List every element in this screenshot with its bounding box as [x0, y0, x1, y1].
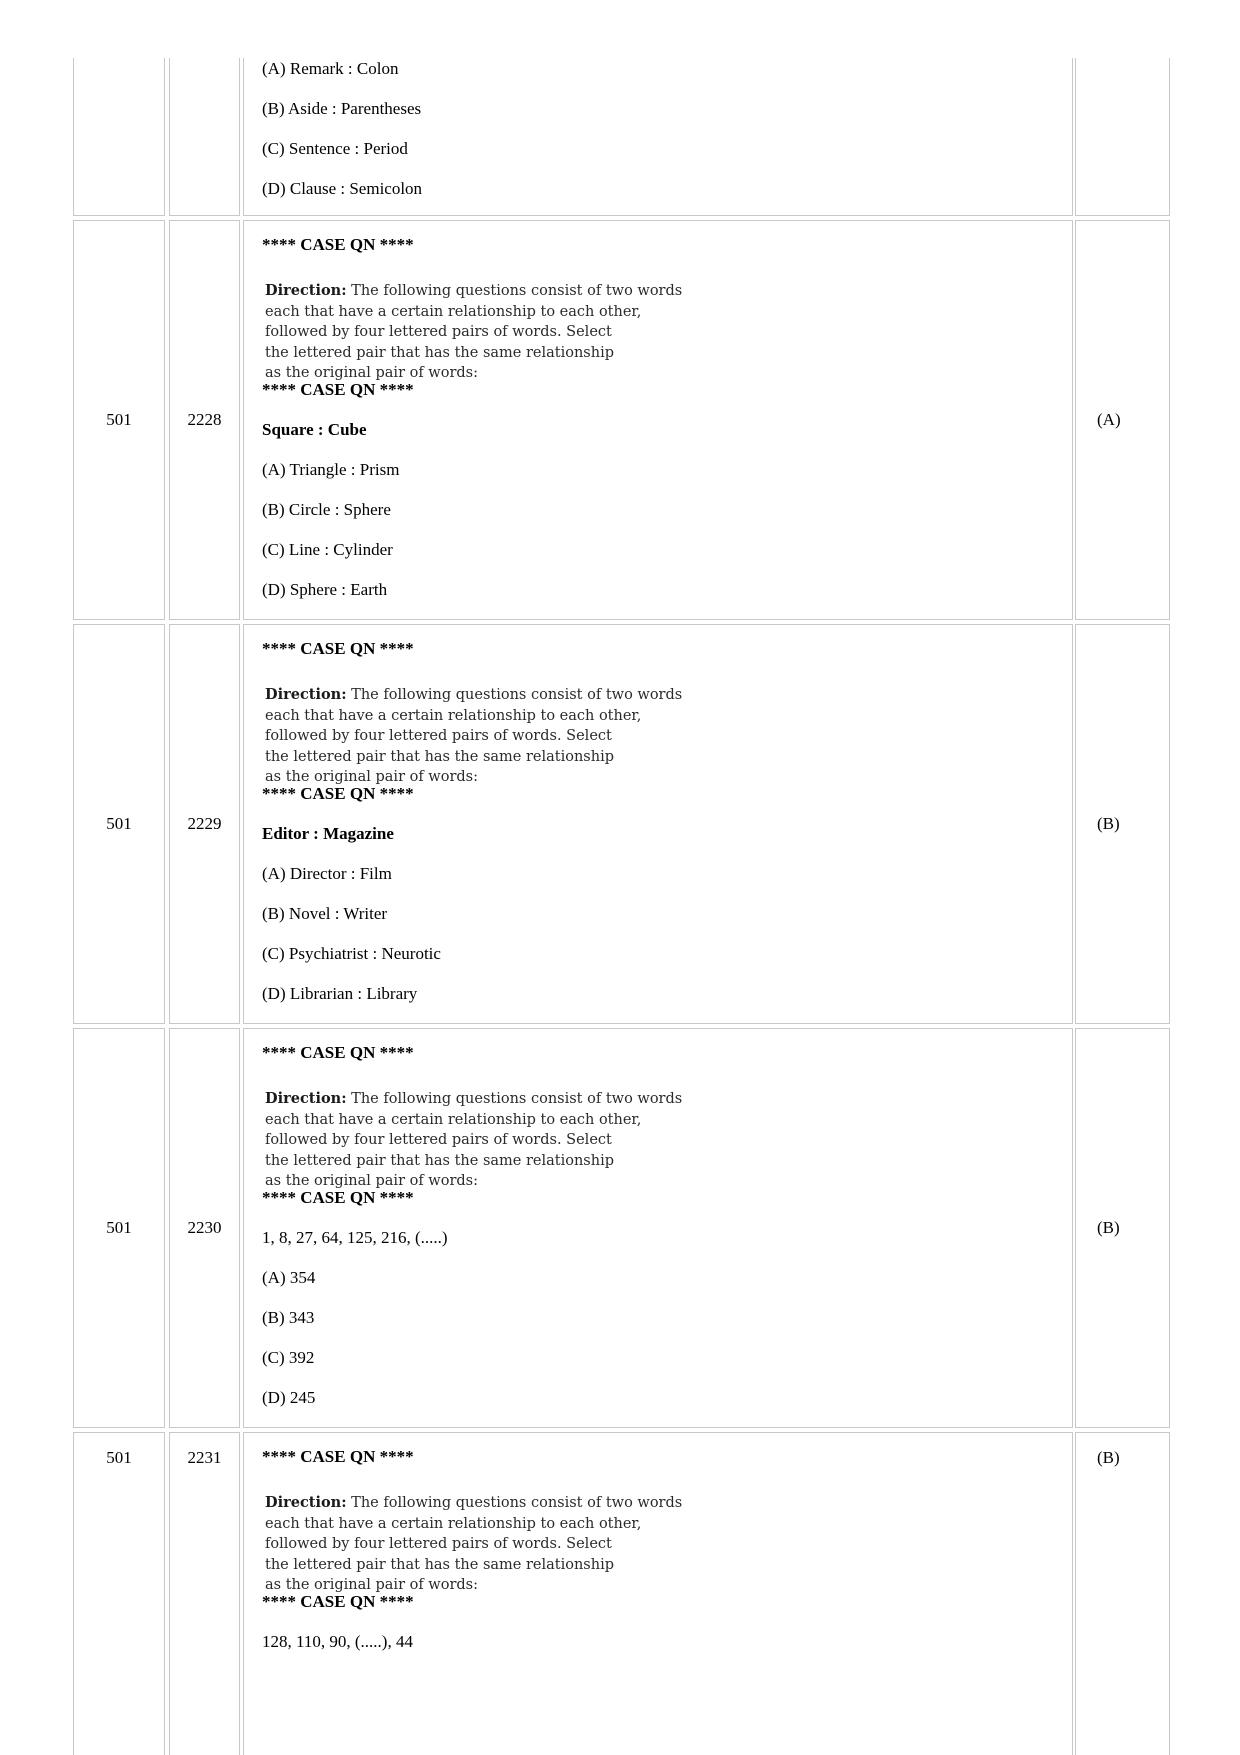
subject-code: 501 — [106, 814, 132, 833]
code-cell — [73, 624, 165, 1024]
option: (A) Remark : Colon — [262, 59, 399, 78]
option: (B) Circle : Sphere — [262, 499, 391, 519]
option: (C) Sentence : Period — [262, 139, 408, 158]
question-id: 2230 — [187, 1218, 222, 1237]
question-cell — [243, 1432, 1073, 1755]
question-cell — [243, 624, 1073, 1024]
case-marker: **** CASE QN **** — [262, 235, 414, 254]
direction-text: Direction: The following questions consist of two words each that have a certain relationship to each other, followed by four lettered pairs of words. Select the lettered pair that has the same relationship as the original pair of words: — [265, 686, 683, 785]
case-marker: **** CASE QN **** — [262, 1043, 414, 1062]
answer: (B) — [1097, 1448, 1120, 1467]
option: (D) 245 — [262, 1387, 316, 1407]
code-cell — [73, 220, 165, 620]
table-row — [73, 220, 1173, 620]
subject-code: 501 — [106, 1218, 132, 1237]
direction-label: Direction: — [265, 686, 347, 703]
question-stem: Square : Cube — [262, 419, 367, 439]
case-marker: **** CASE QN **** — [262, 639, 414, 658]
case-marker: **** CASE QN **** — [262, 379, 414, 399]
option: (D) Sphere : Earth — [262, 579, 388, 599]
question-id: 2229 — [187, 814, 222, 833]
question-id-cell — [169, 1028, 240, 1428]
question-body — [262, 639, 1062, 1024]
option-list — [262, 59, 1062, 219]
question-cell — [243, 58, 1073, 216]
subject-code: 501 — [106, 410, 132, 429]
option: (B) Aside : Parentheses — [262, 99, 422, 118]
table-row — [73, 1028, 1173, 1428]
answer: (B) — [1097, 814, 1120, 833]
answer-cell — [1075, 624, 1170, 1024]
direction-text: Direction: The following questions consist of two words each that have a certain relationship to each other, followed by four lettered pairs of words. Select the lettered pair that has the same relationship as the original pair of words: — [265, 282, 683, 381]
option: (D) Librarian : Library — [262, 983, 418, 1003]
direction-text: Direction: The following questions consist of two words each that have a certain relationship to each other, followed by four lettered pairs of words. Select the lettered pair that has the same relationship as the original pair of words: — [265, 1494, 683, 1593]
code-cell — [73, 1028, 165, 1428]
direction-label: Direction: — [265, 1494, 347, 1511]
option: (B) 343 — [262, 1307, 315, 1327]
answer: (A) — [1097, 410, 1121, 429]
question-body — [262, 235, 1062, 620]
table-row — [73, 58, 1173, 216]
option: (A) 354 — [262, 1267, 316, 1287]
direction-label: Direction: — [265, 1090, 347, 1107]
question-id-cell — [169, 58, 240, 216]
question-id-cell — [169, 220, 240, 620]
question-stem: 1, 8, 27, 64, 125, 216, (.....) — [262, 1227, 448, 1247]
direction-text: Direction: The following questions consist of two words each that have a certain relationship to each other, followed by four lettered pairs of words. Select the lettered pair that has the same relationship as the original pair of words: — [265, 1090, 683, 1189]
question-body — [262, 1447, 1062, 1672]
question-cell — [243, 220, 1073, 620]
table-row — [73, 1432, 1173, 1755]
answer-cell — [1075, 220, 1170, 620]
answer-cell — [1075, 1432, 1170, 1755]
option: (A) Director : Film — [262, 863, 392, 883]
question-id: 2231 — [187, 1448, 222, 1467]
direction-label: Direction: — [265, 282, 347, 299]
option: (C) 392 — [262, 1347, 315, 1367]
case-marker: **** CASE QN **** — [262, 783, 414, 803]
table-row — [73, 624, 1173, 1024]
question-id: 2228 — [187, 410, 222, 429]
option: (A) Triangle : Prism — [262, 459, 400, 479]
code-cell — [73, 1432, 165, 1755]
question-id-cell — [169, 1432, 240, 1755]
subject-code: 501 — [106, 1448, 132, 1467]
question-id-cell — [169, 624, 240, 1024]
option: (D) Clause : Semicolon — [262, 179, 423, 198]
case-marker: **** CASE QN **** — [262, 1591, 414, 1611]
question-stem: Editor : Magazine — [262, 823, 394, 843]
option: (C) Psychiatrist : Neurotic — [262, 943, 441, 963]
code-cell — [73, 58, 165, 216]
question-cell — [243, 1028, 1073, 1428]
case-marker: **** CASE QN **** — [262, 1447, 414, 1466]
option: (C) Line : Cylinder — [262, 539, 393, 559]
case-marker: **** CASE QN **** — [262, 1187, 414, 1207]
answer-cell — [1075, 58, 1170, 216]
question-stem: 128, 110, 90, (.....), 44 — [262, 1631, 413, 1651]
option: (B) Novel : Writer — [262, 903, 388, 923]
question-body — [262, 1043, 1062, 1428]
answer-cell — [1075, 1028, 1170, 1428]
answer: (B) — [1097, 1218, 1120, 1237]
